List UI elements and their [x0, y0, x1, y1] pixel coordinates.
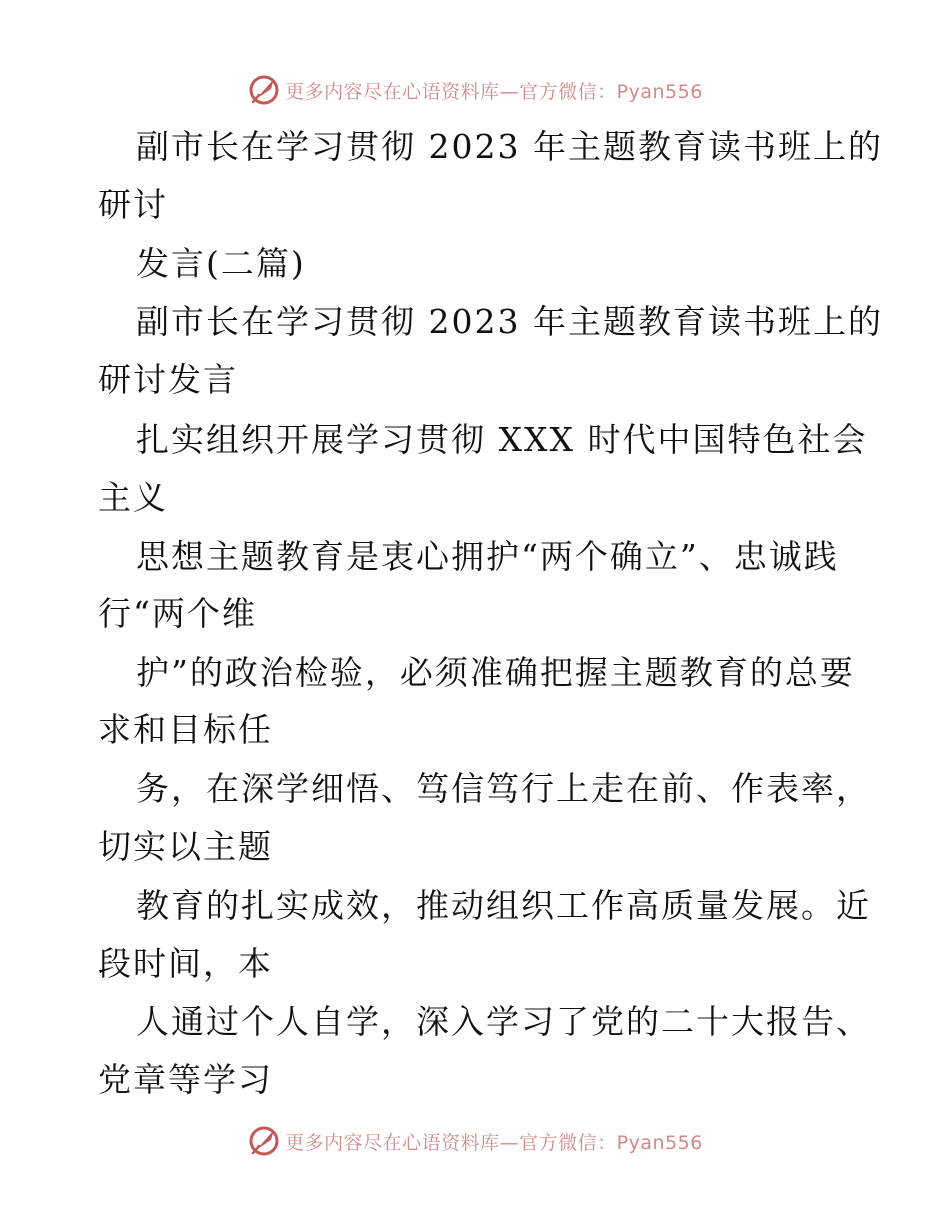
- paragraph-line: 段时间，本: [98, 944, 273, 983]
- footer-watermark: [0, 1121, 950, 1161]
- paragraph-line: 护”的政治检验，必须准确把握主题教育的总要: [136, 653, 855, 692]
- title-line-3: 发言(二篇): [136, 244, 306, 283]
- paragraph-line: 党章等学习: [98, 1060, 273, 1099]
- quill-pen-logo-icon: [247, 1124, 281, 1158]
- watermark-text: 更多内容尽在心语资料库—官方微信：Pyan556: [285, 80, 703, 103]
- paragraph-line: 思想主题教育是衷心拥护“两个确立”、忠诚践: [136, 537, 839, 576]
- subtitle-line-2: 研讨发言: [98, 360, 238, 399]
- paragraph-line: 教育的扎实成效，推动组织工作高质量发展。近: [136, 886, 871, 925]
- paragraph-line: 行“两个维: [98, 594, 257, 633]
- title-line-2: 研讨: [98, 185, 168, 224]
- title-line-1: 副市长在学习贯彻 2023 年主题教育读书班上的: [136, 127, 883, 166]
- watermark-text: 更多内容尽在心语资料库—官方微信：Pyan556: [285, 1131, 703, 1154]
- paragraph-line: 主义: [98, 478, 168, 517]
- paragraph-line: 求和目标任: [98, 710, 273, 749]
- paragraph-line: 人通过个人自学，深入学习了党的二十大报告、: [136, 1002, 871, 1041]
- paragraph-line: 扎实组织开展学习贯彻 XXX 时代中国特色社会: [136, 420, 868, 459]
- paragraph-line: 切实以主题: [98, 827, 273, 866]
- paragraph-line: 务，在深学细悟、笃信笃行上走在前、作表率，: [136, 769, 871, 808]
- subtitle-line-1: 副市长在学习贯彻 2023 年主题教育读书班上的: [136, 302, 883, 341]
